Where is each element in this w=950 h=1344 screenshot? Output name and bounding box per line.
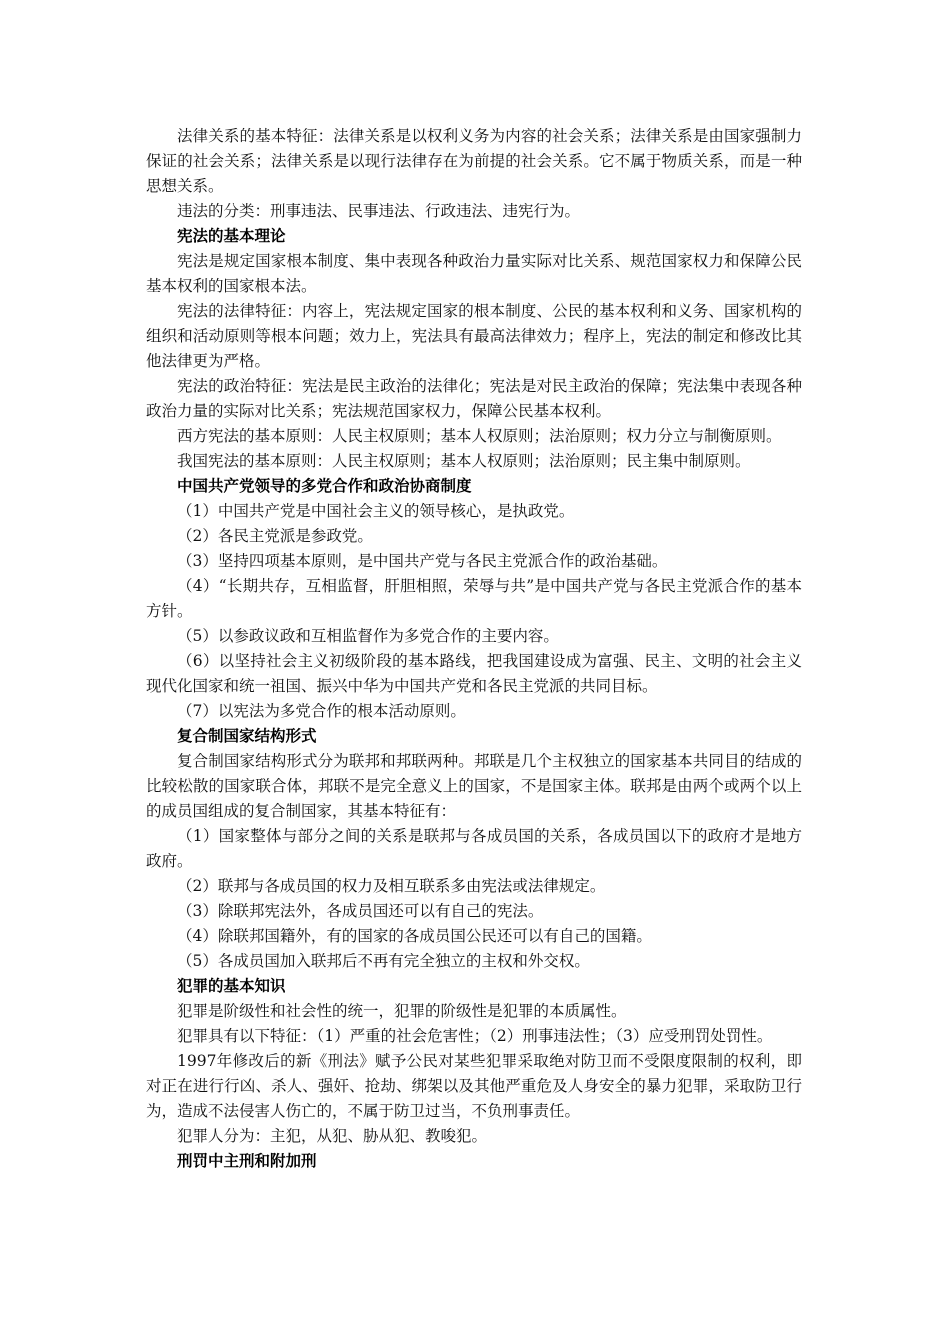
heading-multiparty-cooperation: 中国共产党领导的多党合作和政治协商制度 <box>177 477 472 495</box>
paragraph-self-defense-1997: 1997年修改后的新《刑法》赋予公民对某些犯罪采取绝对防卫而不受限度限制的权利，即对正在进行行凶、杀人、强奸、抢劫、绑架以及其他严重危及人身安全的暴力犯罪，采取防卫行为，造成不法侵害人伤亡的，不属于防卫过当，不负刑事责任。 <box>146 1052 802 1120</box>
list-item: （5）以参政议政和互相监督作为多党合作的主要内容。 <box>177 627 559 645</box>
list-item: （2）各民主党派是参政党。 <box>177 527 373 545</box>
list-item: （4）除联邦国籍外，有的国家的各成员国公民还可以有自己的国籍。 <box>177 927 652 945</box>
heading-compound-state-structure: 复合制国家结构形式 <box>177 727 317 745</box>
paragraph-constitution-legal-features: 宪法的法律特征：内容上，宪法规定国家的根本制度、公民的基本权利和义务、国家机构的组织和活动原则等根本问题；效力上，宪法具有最高法律效力；程序上，宪法的制定和修改比其他法律更为严格。 <box>146 302 802 370</box>
paragraph-legal-relation-features: 法律关系的基本特征：法律关系是以权利义务为内容的社会关系；法律关系是由国家强制力保证的社会关系；法律关系是以现行法律存在为前提的社会关系。它不属于物质关系，而是一种思想关系。 <box>146 127 802 195</box>
list-item: （6）以坚持社会主义初级阶段的基本路线，把我国建设成为富强、民主、文明的社会主义现代化国家和统一祖国、振兴中华为中国共产党和各民主党派的共同目标。 <box>146 652 802 695</box>
heading-constitution-theory: 宪法的基本理论 <box>177 227 286 245</box>
list-item: （3）坚持四项基本原则，是中国共产党与各民主党派合作的政治基础。 <box>177 552 668 570</box>
paragraph-crime-features: 犯罪具有以下特征：（1）严重的社会危害性；（2）刑事违法性；（3）应受刑罚处罚性。 <box>177 1027 773 1045</box>
list-item: （4）“长期共存，互相监督，肝胆相照，荣辱与共”是中国共产党与各民主党派合作的基本方针。 <box>146 577 802 620</box>
heading-crime-basics: 犯罪的基本知识 <box>177 977 286 995</box>
paragraph-western-constitution-principles: 西方宪法的基本原则：人民主权原则；基本人权原则；法治原则；权力分立与制衡原则。 <box>177 427 782 445</box>
list-item: （5）各成员国加入联邦后不再有完全独立的主权和外交权。 <box>177 952 590 970</box>
list-item: （1）国家整体与部分之间的关系是联邦与各成员国的关系，各成员国以下的政府才是地方政府。 <box>146 827 802 870</box>
list-item: （7）以宪法为多党合作的根本活动原则。 <box>177 702 466 720</box>
list-item: （2）联邦与各成员国的权力及相互联系多由宪法或法律规定。 <box>177 877 606 895</box>
list-item: （1）中国共产党是中国社会主义的领导核心，是执政党。 <box>177 502 575 520</box>
paragraph-constitution-definition: 宪法是规定国家根本制度、集中表现各种政治力量实际对比关系、规范国家权力和保障公民基本权利的国家根本法。 <box>146 252 802 295</box>
paragraph-federation-confederation: 复合制国家结构形式分为联邦和邦联两种。邦联是几个主权独立的国家基本共同目的结成的比较松散的国家联合体，邦联不是完全意义上的国家，不是国家主体。联邦是由两个或两个以上的成员国组成的复合制国家，其基本特征有： <box>146 752 802 820</box>
document-body <box>146 124 802 1174</box>
paragraph-criminal-types: 犯罪人分为：主犯，从犯、胁从犯、教唆犯。 <box>177 1127 488 1145</box>
paragraph-constitution-political-features: 宪法的政治特征：宪法是民主政治的法律化；宪法是对民主政治的保障；宪法集中表现各种政治力量的实际对比关系；宪法规范国家权力，保障公民基本权利。 <box>146 377 802 420</box>
paragraph-crime-nature: 犯罪是阶级性和社会性的统一，犯罪的阶级性是犯罪的本质属性。 <box>177 1002 627 1020</box>
list-item: （3）除联邦宪法外，各成员国还可以有自己的宪法。 <box>177 902 544 920</box>
paragraph-china-constitution-principles: 我国宪法的基本原则：人民主权原则；基本人权原则；法治原则；民主集中制原则。 <box>177 452 751 470</box>
paragraph-violation-types: 违法的分类：刑事违法、民事违法、行政违法、违宪行为。 <box>177 202 581 220</box>
heading-principal-supplementary-penalties: 刑罚中主刑和附加刑 <box>177 1152 317 1170</box>
